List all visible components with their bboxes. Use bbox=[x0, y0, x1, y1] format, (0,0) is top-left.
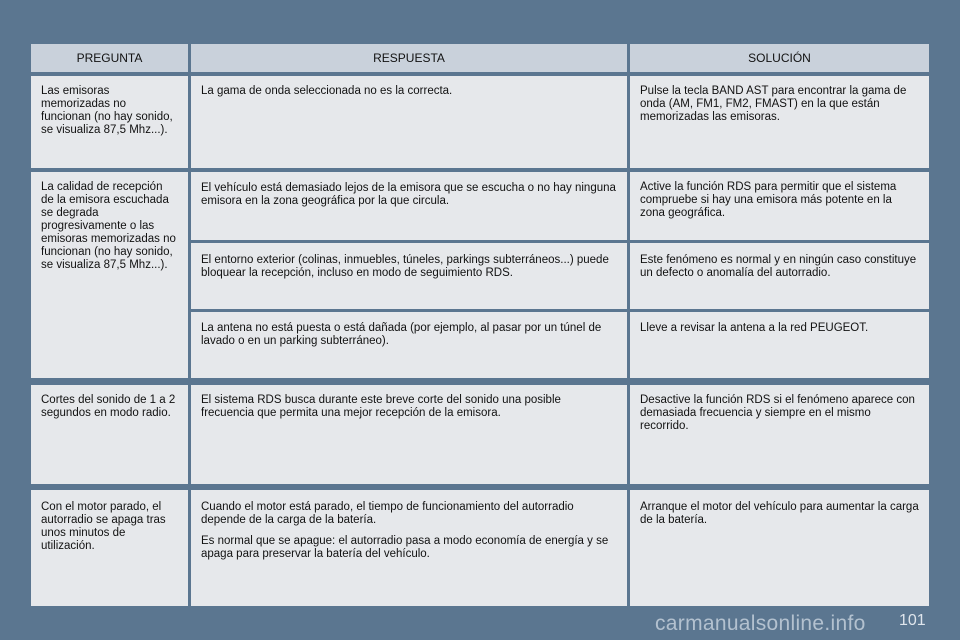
question-text: Las emisoras memorizadas no funcionan (no hay sonido, se visualiza 87,5 Mhz...). bbox=[41, 85, 173, 136]
response-cell bbox=[191, 312, 627, 378]
question-text: Con el motor parado, el autorradio se apaga tras unos minutos de utilización. bbox=[41, 501, 166, 552]
response-text: Cuando el motor está parado, el tiempo de funcionamiento del autorradio depende de la carga de la batería. bbox=[201, 501, 574, 526]
question-cell bbox=[31, 76, 188, 168]
solution-text: Active la función RDS para permitir que el sistema compruebe si hay una emisora más potente en la zona geográfica. bbox=[640, 181, 897, 219]
solution-text: Este fenómeno es normal y en ningún caso constituye un defecto o anomalía del autorradio. bbox=[640, 254, 917, 279]
solution-cell bbox=[630, 76, 929, 168]
solution-text: Desactive la función RDS si el fenómeno aparece con demasiada frecuencia y siempre en el mismo recorrido. bbox=[640, 394, 915, 432]
response-text: El vehículo está demasiado lejos de la emisora que se escucha o no hay ninguna emisora en la zona geográfica por la que circula. bbox=[201, 182, 616, 207]
solution-cell bbox=[630, 243, 929, 309]
solution-text: Lleve a revisar la antena a la red PEUGEOT. bbox=[640, 322, 869, 334]
question-cell bbox=[31, 385, 188, 484]
solution-text: Pulse la tecla BAND AST para encontrar la gama de onda (AM, FM1, FM2, FMAST) en la que están memorizadas las emisoras. bbox=[640, 85, 907, 123]
question-text: La calidad de recepción de la emisora escuchada se degrada progresivamente o las emisoras memorizadas no funcionan (no hay sonido, se visualiza 87,5 Mhz...). bbox=[41, 181, 176, 271]
question-text: Cortes del sonido de 1 a 2 segundos en modo radio. bbox=[41, 394, 176, 419]
page-number: 101 bbox=[899, 612, 926, 629]
watermark: carmanualsonline.info bbox=[655, 612, 866, 635]
response-cell bbox=[191, 76, 627, 168]
response-text: El entorno exterior (colinas, inmuebles, túneles, parkings subterráneos...) puede bloquear la recepción, incluso en modo de seguimiento RDS. bbox=[201, 254, 609, 279]
header-question: PREGUNTA bbox=[31, 44, 188, 72]
solution-cell bbox=[630, 312, 929, 378]
solution-cell bbox=[630, 385, 929, 484]
response-text: La gama de onda seleccionada no es la correcta. bbox=[201, 85, 453, 97]
response-text: Es normal que se apague: el autorradio pasa a modo economía de energía y se apaga para preservar la batería del vehículo. bbox=[201, 535, 609, 560]
response-text: El sistema RDS busca durante este breve corte del sonido una posible frecuencia que permita una mejor recepción de la emisora. bbox=[201, 394, 561, 419]
response-cell bbox=[191, 243, 627, 309]
header-solution: SOLUCIÓN bbox=[630, 44, 929, 72]
question-cell bbox=[31, 490, 188, 606]
question-cell bbox=[31, 172, 188, 378]
response-cell bbox=[191, 172, 627, 240]
solution-cell bbox=[630, 490, 929, 606]
response-cell bbox=[191, 490, 627, 606]
header-response: RESPUESTA bbox=[191, 44, 627, 72]
solution-cell bbox=[630, 172, 929, 240]
response-text: La antena no está puesta o está dañada (por ejemplo, al pasar por un túnel de lavado o en un parking subterráneo). bbox=[201, 322, 602, 347]
solution-text: Arranque el motor del vehículo para aumentar la carga de la batería. bbox=[640, 501, 919, 526]
response-cell bbox=[191, 385, 627, 484]
